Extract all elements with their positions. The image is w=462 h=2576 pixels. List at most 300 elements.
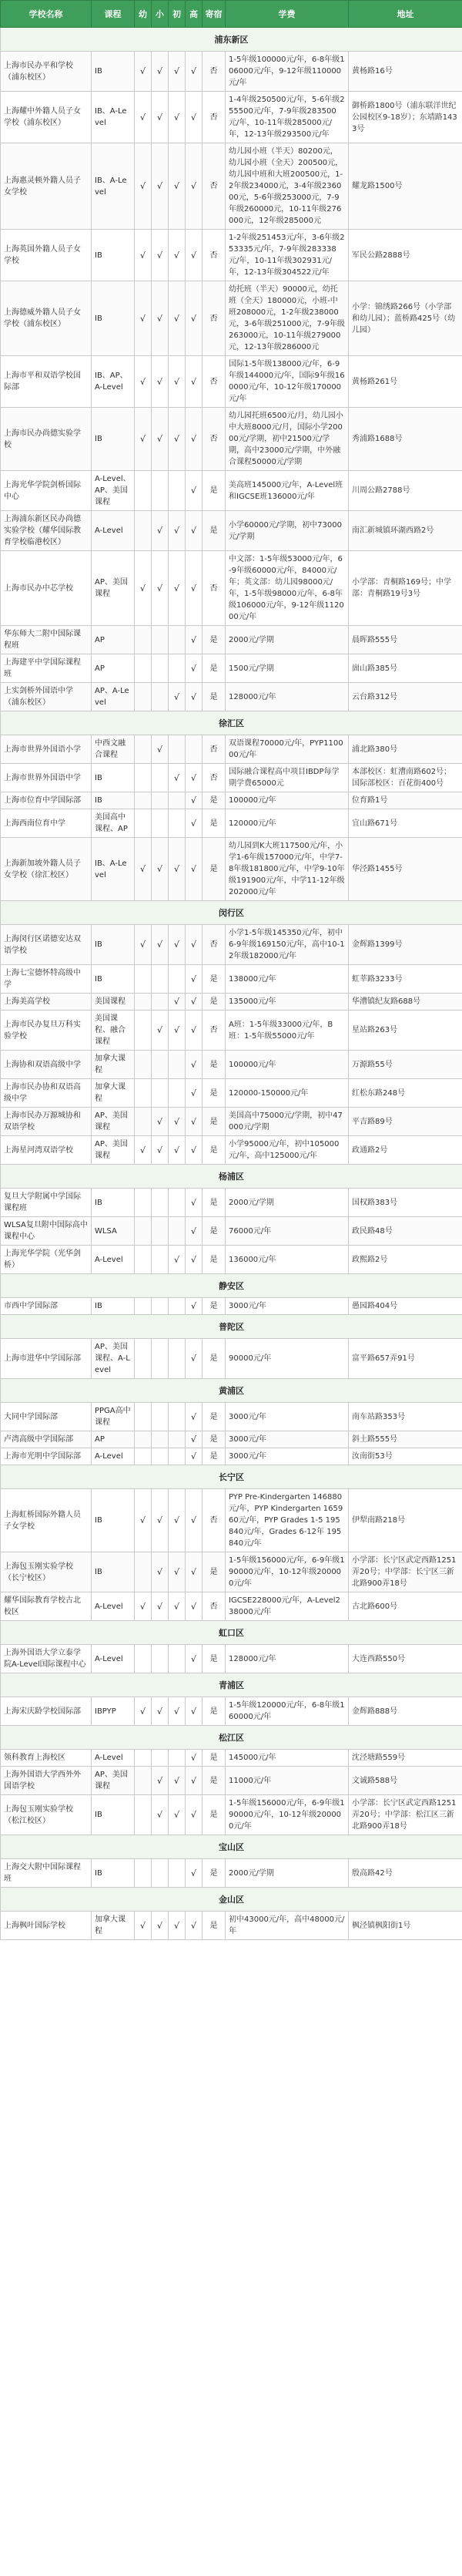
- school-name: 上海市民办万源城协和双语学校: [1, 1108, 92, 1136]
- kindergarten-mark: [135, 1750, 152, 1767]
- primary-mark: [152, 1051, 169, 1079]
- high-mark: [186, 735, 203, 764]
- middle-mark: √: [169, 925, 186, 965]
- primary-mark: [152, 994, 169, 1011]
- school-address: 耀龙路1500号: [349, 143, 462, 230]
- middle-mark: √: [169, 1912, 186, 1940]
- high-mark: √: [186, 1912, 203, 1940]
- school-course: AP、美国课程: [92, 551, 135, 626]
- boarding-flag: 是: [203, 1298, 226, 1315]
- high-mark: √: [186, 92, 203, 143]
- school-fee: 1-5年级100000元/年，6-8年级106000元/年，9-12年级110000元/年: [226, 52, 349, 92]
- middle-mark: [169, 735, 186, 764]
- kindergarten-mark: √: [135, 143, 152, 230]
- kindergarten-mark: [135, 735, 152, 764]
- col-header-boarding: 寄宿: [203, 1, 226, 28]
- school-course: A-Level: [92, 1592, 135, 1621]
- district-label: 虹口区: [1, 1621, 462, 1645]
- table-row: [1, 1108, 462, 1136]
- school-address: 小学部：长宁区武定西路1251弄20号；中学部：长宁区三新北路900弄18号: [349, 1552, 462, 1592]
- high-mark: √: [186, 1592, 203, 1621]
- col-header-high: 高: [186, 1, 203, 28]
- primary-mark: [152, 1431, 169, 1448]
- primary-mark: √: [152, 1011, 169, 1051]
- district-row: [1, 1465, 462, 1489]
- school-address: 小学部：长宁区武定西路1251弄20号；中学部：松江区三新北路900弄18号: [349, 1795, 462, 1835]
- primary-mark: √: [152, 52, 169, 92]
- col-header-primary: 小: [152, 1, 169, 28]
- table-row: [1, 408, 462, 471]
- school-course: A-Level: [92, 1246, 135, 1274]
- school-address: 本部校区：虹漕南路602号；国际部校区：百花街400号: [349, 764, 462, 792]
- high-mark: √: [186, 143, 203, 230]
- school-course: IB: [92, 1489, 135, 1552]
- school-fee: 3000元/年: [226, 1403, 349, 1431]
- district-row: [1, 1673, 462, 1697]
- school-name: 上海虹桥国际外籍人员子女学校: [1, 1489, 92, 1552]
- middle-mark: [169, 471, 186, 511]
- school-fee: 1-5年级156000元/年，6-9年级190000元/年，10-12年级200000元/年: [226, 1795, 349, 1835]
- school-course: IB: [92, 1298, 135, 1315]
- middle-mark: [169, 1189, 186, 1217]
- col-header-name: 学校名称: [1, 1, 92, 28]
- school-name: 上海美高学校: [1, 994, 92, 1011]
- school-fee: 2000元/学期: [226, 626, 349, 654]
- school-name: 上海市光明中学国际部: [1, 1448, 92, 1465]
- primary-mark: √: [152, 925, 169, 965]
- middle-mark: √: [169, 1011, 186, 1051]
- school-address: 小学：锦绣路266号（小学部和幼儿园）；蓝桥路425号（幼儿园）: [349, 281, 462, 356]
- kindergarten-mark: [135, 626, 152, 654]
- school-address: 愚园路404号: [349, 1298, 462, 1315]
- high-mark: √: [186, 1859, 203, 1888]
- primary-mark: √: [152, 838, 169, 901]
- high-mark: √: [186, 1795, 203, 1835]
- primary-mark: [152, 683, 169, 711]
- boarding-flag: 是: [203, 994, 226, 1011]
- boarding-flag: 是: [203, 1079, 226, 1108]
- school-name: 上海市民办中芯学校: [1, 551, 92, 626]
- kindergarten-mark: [135, 965, 152, 994]
- school-course: 美国课程: [92, 994, 135, 1011]
- boarding-flag: 是: [203, 1431, 226, 1448]
- table-row: [1, 1448, 462, 1465]
- school-fee: 国际1-5年级138000元/年，6-9年级144000元/年，国际9年级160000元/年，10-12年级170000元/年: [226, 356, 349, 408]
- table-row: [1, 994, 462, 1011]
- primary-mark: [152, 809, 169, 838]
- school-address: 殷高路42号: [349, 1859, 462, 1888]
- school-address: 宜山路671号: [349, 809, 462, 838]
- school-fee: IGCSE228000元/年，A-Level238000元/年: [226, 1592, 349, 1621]
- kindergarten-mark: [135, 471, 152, 511]
- kindergarten-mark: [135, 792, 152, 809]
- high-mark: √: [186, 764, 203, 792]
- table-row: [1, 1767, 462, 1795]
- school-course: A-Level: [92, 511, 135, 551]
- boarding-flag: 是: [203, 1051, 226, 1079]
- high-mark: √: [186, 792, 203, 809]
- high-mark: √: [186, 994, 203, 1011]
- school-fee: 100000元/年: [226, 1051, 349, 1079]
- school-fee: 1-4年级250500元/年，5-6年级255500元/年，7-9年级283500元/年，10-11年级285000元/年，12-13年级293500元/年: [226, 92, 349, 143]
- school-fee: 138000元/年: [226, 965, 349, 994]
- table-row: [1, 792, 462, 809]
- school-fee: 1-2年级251453元/年，3-6年级253335元/年，7-9年级283338元/年，10-11年级302931元/年，12-13年级304522元/年: [226, 230, 349, 281]
- school-name: 上海市民办尚德实验学校: [1, 408, 92, 471]
- kindergarten-mark: [135, 1051, 152, 1079]
- table-row: [1, 511, 462, 551]
- primary-mark: [152, 1339, 169, 1379]
- high-mark: √: [186, 654, 203, 683]
- school-address: 大连西路550号: [349, 1645, 462, 1673]
- school-name: 上海光华学院剑桥国际中心: [1, 471, 92, 511]
- primary-mark: √: [152, 1697, 169, 1726]
- table-row: [1, 1552, 462, 1592]
- school-course: PPGA高中课程: [92, 1403, 135, 1431]
- middle-mark: [169, 792, 186, 809]
- boarding-flag: 否: [203, 281, 226, 356]
- school-course: IB: [92, 1189, 135, 1217]
- col-header-kindergarten: 幼: [135, 1, 152, 28]
- school-course: IB、AP、A-Level: [92, 356, 135, 408]
- district-row: [1, 1888, 462, 1912]
- boarding-flag: 是: [203, 1108, 226, 1136]
- table-row: [1, 809, 462, 838]
- middle-mark: √: [169, 1246, 186, 1274]
- kindergarten-mark: √: [135, 925, 152, 965]
- school-address: 斜土路555号: [349, 1431, 462, 1448]
- school-course: IB: [92, 792, 135, 809]
- primary-mark: [152, 626, 169, 654]
- high-mark: √: [186, 1448, 203, 1465]
- table-row: [1, 52, 462, 92]
- school-course: IB、A-Level: [92, 143, 135, 230]
- district-label: 静安区: [1, 1274, 462, 1298]
- high-mark: √: [186, 1108, 203, 1136]
- district-row: [1, 1315, 462, 1339]
- high-mark: √: [186, 1489, 203, 1552]
- school-name: 耀华国际教育学校古北校区: [1, 1592, 92, 1621]
- boarding-flag: 否: [203, 1011, 226, 1051]
- district-label: 闵行区: [1, 901, 462, 925]
- school-address: 华泾路1455号: [349, 838, 462, 901]
- kindergarten-mark: [135, 1339, 152, 1379]
- school-fee: 135000元/年: [226, 994, 349, 1011]
- kindergarten-mark: [135, 1011, 152, 1051]
- high-mark: √: [186, 511, 203, 551]
- kindergarten-mark: √: [135, 1912, 152, 1940]
- school-name: 上海惠灵顿外籍人员子女学校: [1, 143, 92, 230]
- middle-mark: [169, 1645, 186, 1673]
- high-mark: √: [186, 1298, 203, 1315]
- school-course: IB: [92, 230, 135, 281]
- district-label: 杨浦区: [1, 1165, 462, 1189]
- school-course: 加拿大课程: [92, 1912, 135, 1940]
- school-fee: 128000元/年: [226, 683, 349, 711]
- district-row: [1, 1379, 462, 1403]
- middle-mark: [169, 965, 186, 994]
- primary-mark: √: [152, 1489, 169, 1552]
- school-address: 沈泾塘路559号: [349, 1750, 462, 1767]
- school-name: 复旦大学附属中学国际课程班: [1, 1189, 92, 1217]
- high-mark: √: [186, 1339, 203, 1379]
- school-fee: A班：1-5年级33000元/年，B班：1-5年级55000元/年: [226, 1011, 349, 1051]
- school-fee: 中文部：1-5年级53000元/年，6-9年级60000元/年，84000元/年；英文部：幼儿园98000元/年，1-5年级98000元/年，6-8年级106000元/年，9-12年级112000元/年: [226, 551, 349, 626]
- school-course: WLSA: [92, 1217, 135, 1246]
- school-fee: 1500元/学期: [226, 654, 349, 683]
- district-row: [1, 1726, 462, 1750]
- school-name: 大同中学国际部: [1, 1403, 92, 1431]
- middle-mark: [169, 1298, 186, 1315]
- middle-mark: [169, 1217, 186, 1246]
- table-row: [1, 1189, 462, 1217]
- school-name: 上海市世界外国语中学: [1, 764, 92, 792]
- school-fee: 小学60000元/学期，初中73000元/学期: [226, 511, 349, 551]
- primary-mark: [152, 1403, 169, 1431]
- school-course: IB: [92, 52, 135, 92]
- primary-mark: √: [152, 1912, 169, 1940]
- kindergarten-mark: √: [135, 230, 152, 281]
- school-fee: 2000元/学期: [226, 1189, 349, 1217]
- middle-mark: √: [169, 511, 186, 551]
- high-mark: √: [186, 1697, 203, 1726]
- school-address: 云台路312号: [349, 683, 462, 711]
- table-row: [1, 143, 462, 230]
- primary-mark: √: [152, 281, 169, 356]
- table-row: [1, 1750, 462, 1767]
- table-row: [1, 683, 462, 711]
- middle-mark: √: [169, 143, 186, 230]
- school-address: 浦北路380号: [349, 735, 462, 764]
- school-course: IB: [92, 764, 135, 792]
- middle-mark: √: [169, 281, 186, 356]
- school-fee: 1-5年级120000元/年，6-8年级160000元/年: [226, 1697, 349, 1726]
- primary-mark: √: [152, 1795, 169, 1835]
- middle-mark: √: [169, 994, 186, 1011]
- district-row: [1, 1165, 462, 1189]
- school-fee: 136000元/年: [226, 1246, 349, 1274]
- high-mark: √: [186, 683, 203, 711]
- school-course: IB: [92, 281, 135, 356]
- high-mark: √: [186, 356, 203, 408]
- boarding-flag: 是: [203, 626, 226, 654]
- table-row: [1, 1011, 462, 1051]
- boarding-flag: 是: [203, 1767, 226, 1795]
- school-address: 富平路657弄91号: [349, 1339, 462, 1379]
- kindergarten-mark: [135, 1767, 152, 1795]
- school-address: 崮山路385号: [349, 654, 462, 683]
- school-name: 上海市平和双语学校国际部: [1, 356, 92, 408]
- primary-mark: √: [152, 551, 169, 626]
- high-mark: √: [186, 1767, 203, 1795]
- school-course: A-Level: [92, 1645, 135, 1673]
- middle-mark: √: [169, 1767, 186, 1795]
- primary-mark: √: [152, 1767, 169, 1795]
- district-label: 徐汇区: [1, 711, 462, 735]
- school-address: 晨晖路555号: [349, 626, 462, 654]
- boarding-flag: 是: [203, 1859, 226, 1888]
- school-address: 南汇新城镇环湖西路2号: [349, 511, 462, 551]
- school-fee: 100000元/年: [226, 792, 349, 809]
- middle-mark: √: [169, 1108, 186, 1136]
- school-course: IB: [92, 1859, 135, 1888]
- school-address: 南车站路353号: [349, 1403, 462, 1431]
- middle-mark: √: [169, 1697, 186, 1726]
- middle-mark: [169, 1051, 186, 1079]
- primary-mark: [152, 471, 169, 511]
- school-course: 美国高中课程、AP: [92, 809, 135, 838]
- district-row: [1, 1835, 462, 1859]
- middle-mark: [169, 1448, 186, 1465]
- primary-mark: [152, 792, 169, 809]
- school-course: AP: [92, 1431, 135, 1448]
- col-header-address: 地址: [349, 1, 462, 28]
- school-address: 黄杨路261号: [349, 356, 462, 408]
- school-name: 华东师大二附中国际课程班: [1, 626, 92, 654]
- school-course: IB、A-Level: [92, 92, 135, 143]
- high-mark: √: [186, 1403, 203, 1431]
- middle-mark: √: [169, 356, 186, 408]
- table-row: [1, 281, 462, 356]
- boarding-flag: 是: [203, 1189, 226, 1217]
- school-fee: 76000元/年: [226, 1217, 349, 1246]
- school-course: IB: [92, 1552, 135, 1592]
- middle-mark: √: [169, 1592, 186, 1621]
- table-row: [1, 1859, 462, 1888]
- school-course: IB: [92, 408, 135, 471]
- school-course: AP、美国课程: [92, 1767, 135, 1795]
- boarding-flag: 是: [203, 1403, 226, 1431]
- district-label: 浦东新区: [1, 28, 462, 52]
- school-name: WLSA复旦附中国际高中课程中心: [1, 1217, 92, 1246]
- boarding-flag: 是: [203, 1645, 226, 1673]
- middle-mark: √: [169, 683, 186, 711]
- kindergarten-mark: [135, 654, 152, 683]
- school-name: 上实剑桥外国语中学（浦东校区）: [1, 683, 92, 711]
- primary-mark: √: [152, 1592, 169, 1621]
- primary-mark: √: [152, 92, 169, 143]
- school-name: 上海德威外籍人员子女学校（浦东校区）: [1, 281, 92, 356]
- school-course: 加拿大课程: [92, 1079, 135, 1108]
- high-mark: √: [186, 1431, 203, 1448]
- school-address: 古北路600号: [349, 1592, 462, 1621]
- middle-mark: [169, 1750, 186, 1767]
- school-address: 川周公路2788号: [349, 471, 462, 511]
- school-name: 上海七宝德怀特高级中学: [1, 965, 92, 994]
- primary-mark: [152, 1189, 169, 1217]
- school-name: 上海外国语大学西外外国语学校: [1, 1767, 92, 1795]
- school-address: 黄杨路16号: [349, 52, 462, 92]
- district-row: [1, 711, 462, 735]
- table-row: [1, 735, 462, 764]
- school-name: 上海建平中学国际课程班: [1, 654, 92, 683]
- school-address: 秀浦路1688号: [349, 408, 462, 471]
- col-header-course: 课程: [92, 1, 135, 28]
- kindergarten-mark: [135, 1189, 152, 1217]
- table-row: [1, 1246, 462, 1274]
- boarding-flag: 否: [203, 925, 226, 965]
- table-row: [1, 230, 462, 281]
- kindergarten-mark: [135, 1079, 152, 1108]
- kindergarten-mark: √: [135, 1489, 152, 1552]
- boarding-flag: 否: [203, 356, 226, 408]
- primary-mark: √: [152, 356, 169, 408]
- school-course: AP、美国课程: [92, 1136, 135, 1165]
- school-name: 上海外国语大学立泰学院A-Level国际课程中心: [1, 1645, 92, 1673]
- middle-mark: [169, 1079, 186, 1108]
- middle-mark: √: [169, 408, 186, 471]
- school-name: 上海市进华中学国际部: [1, 1339, 92, 1379]
- school-fee: PYP Pre-Kindergarten 146880元/年，PYP Kindergarten 165960元/年，PYP Grades 1-5 195840元/年，Grades 6-12年 195840元/年: [226, 1489, 349, 1552]
- school-course: IB: [92, 1795, 135, 1835]
- middle-mark: [169, 654, 186, 683]
- table-row: [1, 356, 462, 408]
- school-fee: 11000元/年: [226, 1767, 349, 1795]
- kindergarten-mark: [135, 1795, 152, 1835]
- district-row: [1, 1621, 462, 1645]
- kindergarten-mark: √: [135, 356, 152, 408]
- school-course: AP、美国课程: [92, 1108, 135, 1136]
- table-row: [1, 1403, 462, 1431]
- table-row: [1, 471, 462, 511]
- kindergarten-mark: √: [135, 1697, 152, 1726]
- school-address: 伊犁南路218号: [349, 1489, 462, 1552]
- boarding-flag: 否: [203, 1489, 226, 1552]
- boarding-flag: 是: [203, 1552, 226, 1592]
- kindergarten-mark: [135, 1552, 152, 1592]
- school-address: 金辉路1399号: [349, 925, 462, 965]
- boarding-flag: 否: [203, 1592, 226, 1621]
- boarding-flag: 是: [203, 1448, 226, 1465]
- middle-mark: [169, 1339, 186, 1379]
- kindergarten-mark: √: [135, 1592, 152, 1621]
- school-name: 卢湾高级中学国际部: [1, 1431, 92, 1448]
- school-fee: 幼儿园到K大班117500元/年，小学1-6年级157000元/年，中学7-8年级181800元/年，中学9-10年级191900元/年，中学11-12年级202000元/年: [226, 838, 349, 901]
- boarding-flag: 否: [203, 230, 226, 281]
- middle-mark: √: [169, 230, 186, 281]
- table-row: [1, 1431, 462, 1448]
- high-mark: √: [186, 1011, 203, 1051]
- primary-mark: [152, 1079, 169, 1108]
- table-row: [1, 1217, 462, 1246]
- school-fee: 3000元/年: [226, 1431, 349, 1448]
- kindergarten-mark: [135, 1108, 152, 1136]
- kindergarten-mark: [135, 1645, 152, 1673]
- high-mark: √: [186, 809, 203, 838]
- table-body: [1, 28, 462, 1940]
- middle-mark: [169, 1403, 186, 1431]
- school-fee: 幼儿园托班6500元/月，幼儿园小中大班8000元/月，国际小学20000元/学期，初中21500元/学期，高中23000元/学期，中外融合课程50000元/学期: [226, 408, 349, 471]
- high-mark: √: [186, 1051, 203, 1079]
- school-name: 上海市民办平和学校（浦东校区）: [1, 52, 92, 92]
- school-address: 星站路263号: [349, 1011, 462, 1051]
- primary-mark: [152, 1750, 169, 1767]
- school-course: AP: [92, 654, 135, 683]
- school-course: A-Level: [92, 1750, 135, 1767]
- high-mark: √: [186, 551, 203, 626]
- primary-mark: [152, 1298, 169, 1315]
- high-mark: √: [186, 965, 203, 994]
- kindergarten-mark: √: [135, 408, 152, 471]
- school-address: 国权路383号: [349, 1189, 462, 1217]
- school-fee: 小学95000元/年，初中105000元/年，高中125000元/年: [226, 1136, 349, 1165]
- boarding-flag: 否: [203, 143, 226, 230]
- table-row: [1, 1592, 462, 1621]
- school-name: 市西中学国际部: [1, 1298, 92, 1315]
- primary-mark: [152, 1645, 169, 1673]
- boarding-flag: 否: [203, 551, 226, 626]
- school-course: 美国课程、融合课程: [92, 1011, 135, 1051]
